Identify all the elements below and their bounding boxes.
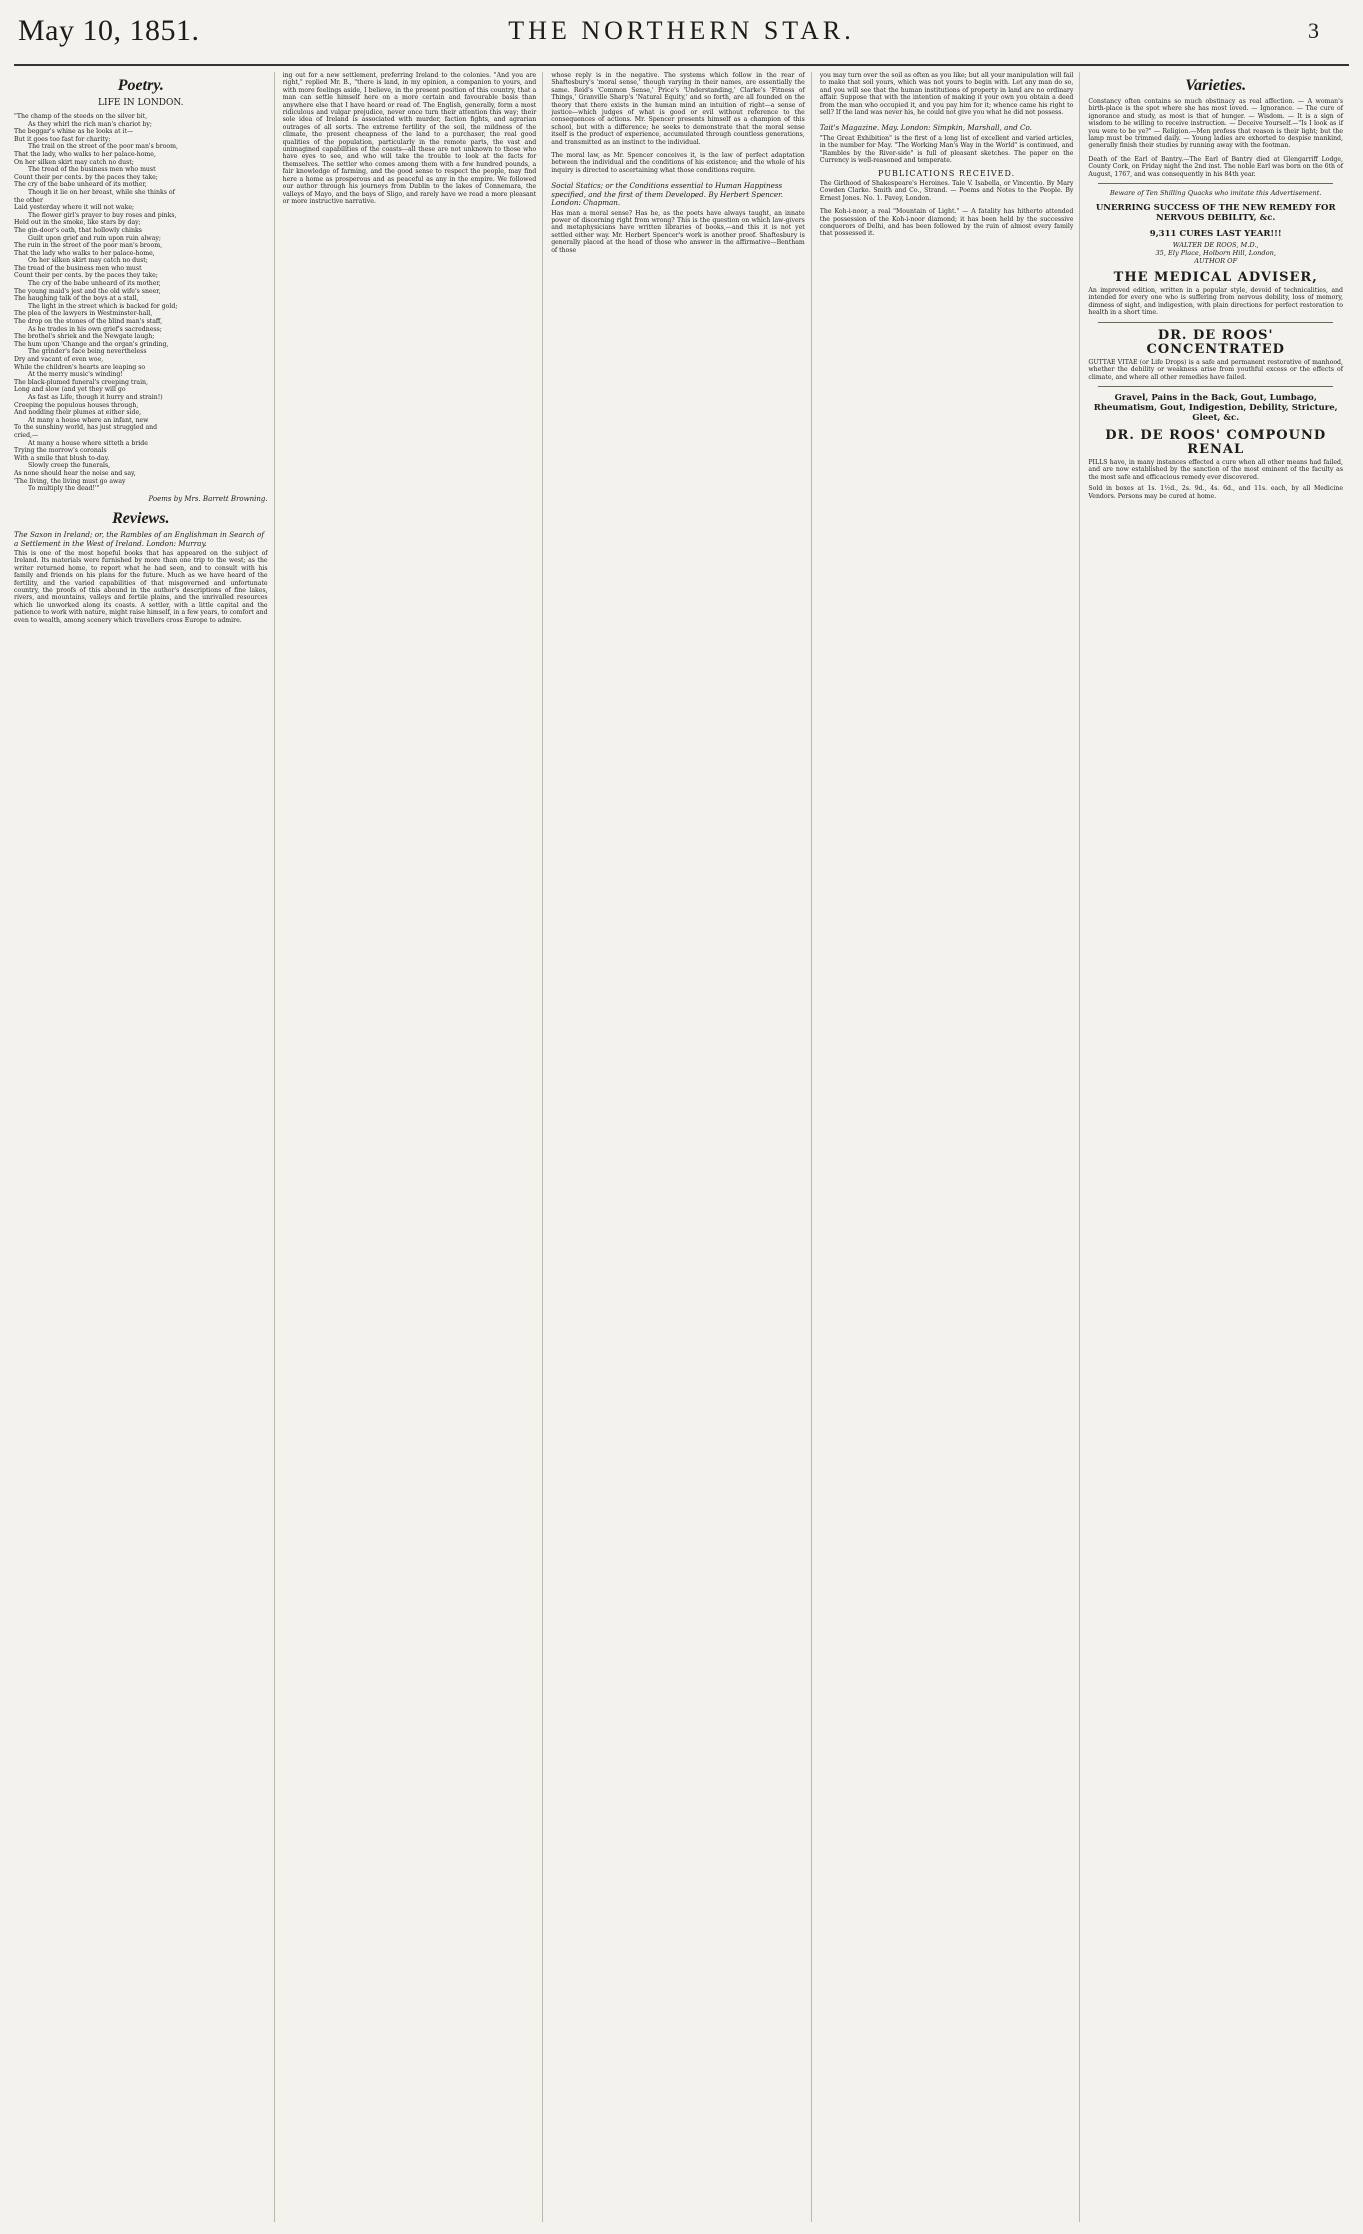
reviews-heading: Reviews. — [112, 510, 170, 528]
poem-line: While the children's hearts are leaping so — [14, 363, 146, 371]
ad-divider-2 — [1098, 322, 1333, 323]
poem-line: Trying the morrow's coronals — [14, 447, 107, 455]
ad3-text: PILLS have, in many instances effected a cure when all other means had failed, and are now established by the sanction of the most eminent of the faculty as the most safe and efficacious remedy ever discovered. — [1088, 458, 1343, 481]
column-2-text: ing out for a new settlement, preferring Ireland to the colonies. "And you are right," replied Mr. B., "there is land, in my opinion, a companion to yours, and with more feelings aside, I believe, in the present position of this country, that a man can settle himself here on a more certain and favourable basis than anywhere else that I have heard or read of. The English, generally, form a most ridiculous and vulgar prejudice, never once turn their attention this way; their sole idea of Ireland is associated with murder, faction fights, and agrarian outrages of all sorts. The extreme fertility of the soil, the mildness of the climate, the present cheapness of the land to a purchaser, the real good qualities of the population, particularly in the remote parts, the vast and unimagined capabilities of the coasts—all these are not unknown to those who have eyes to see, and who will take the trouble to look at the facts for themselves. The settler who comes among them with a few hundred pounds, a fair knowledge of farming, and the good sense to respect the people, may find here a home as prosperous and as peaceful as any in the empire. We followed our author through his journeys from Dublin to the lakes of Connemara, the valleys of Mayo, and the bays of Sligo, and rarely have we read a more pleasant or more instructive narrative. — [282, 72, 537, 205]
column-3-text-bottom: The moral law, as Mr. Spencer conceives it, is the law of perfect adaptation between the individual and the conditions of his existence; and the whole of his inquiry is directed to ascertaining what those conditions require. — [551, 152, 805, 174]
poem-title: LIFE IN LONDON. — [98, 98, 184, 108]
poem-line: The beggar's whine as he looks at it— — [14, 128, 134, 136]
column-2 — [283, 72, 544, 2222]
ad2-text: GUTTAE VITAE (or Life Drops) is a safe and permanent restorative of manhood, whether the debility or weakness arise from youthful excess or the effects of climate, and where all other remedies have failed. — [1088, 358, 1343, 381]
poem-line: The flower girl's prayer to buy roses and pinks, — [28, 211, 177, 219]
publications-heading: PUBLICATIONS RECEIVED. — [878, 169, 1016, 179]
poem-line: The gin-door's oath, that hollowly chinks — [14, 226, 142, 234]
poem-line: Creeping the populous houses through, — [14, 401, 139, 409]
magazine-text: "The Great Exhibition" is the first of a long list of excellent and varied articles, in the number for May. "The Working Man's Way in the World" is continued, and "Rambles by the River-side" is full of pleasant sketches. The paper on the Currency is well-reasoned and temperate. — [819, 134, 1074, 165]
varieties-heading: Varieties. — [1185, 77, 1247, 94]
poem-body — [14, 113, 268, 493]
poem-line: The black-plumed funeral's creeping train, — [14, 378, 149, 386]
poem-line: Guilt upon grief and ruin upon ruin alway; — [28, 234, 161, 242]
poem-line: As he trades in his own grief's sacredness; — [28, 325, 162, 333]
ad1-headline: UNERRING SUCCESS OF THE NEW REMEDY FOR NERVOUS DEBILITY, &c. — [1095, 203, 1336, 224]
column-3 — [551, 72, 812, 2222]
ad3-footer: Sold in boxes at 1s. 1½d., 2s. 9d., 4s. 6d., and 11s. each, by all Medicine Vendors. Persons may be cured at home. — [1088, 485, 1343, 500]
column-4 — [820, 72, 1081, 2222]
poem-line: Dry and vacant of even woe, — [14, 356, 104, 363]
poem-line: The tread of the business men who must — [14, 264, 142, 272]
issue-date: May 10, 1851. — [18, 14, 200, 47]
death-notice: Death of the Earl of Bantry.—The Earl of Bantry died at Glengarriff Lodge, County Cork, on Friday night the 2nd inst. The noble Earl was born on the 6th of August, 1767, and was consequently in his 84th year. — [1088, 155, 1343, 178]
poem-line: cried,— — [14, 431, 39, 439]
poem-line: But it goes too fast for charity; — [14, 135, 111, 143]
poem-line: "The champ of the steeds on the silver bit, — [14, 113, 148, 120]
poem-line: On her silken skirt may catch no dust; — [14, 158, 134, 166]
poem-line: The cry of the babe unheard of its mother, — [28, 280, 161, 288]
poem-line: At many a house where sitteth a bride — [28, 439, 148, 447]
ad1-book-title: THE MEDICAL ADVISER, — [1113, 270, 1318, 286]
column-3-text-top: whose reply is in the negative. The systems which follow in the rear of Shaftesbury's 'moral sense,' though varying in their names, are essentially the same. Reid's 'Common Sense,' Price's 'Understanding,' Clarke's 'Fitness of Things,' Granville Sharp's 'Natural Equity,' and so forth, are all founded on the theory that there exists in the human mind an intuition of right—a sense of justice—which judges of what is good or evil without reference to the consequences of actions. Mr. Spencer presents himself as a champion of this school, but with a difference; he seeks to demonstrate that the moral sense itself is the product of experience, accumulated through countless generations, and transmitted as an instinct to the individual. — [551, 72, 805, 146]
poem-line: That the lady, who walks to her palace-home, — [14, 150, 156, 158]
review-text: This is one of the most hopeful books that has appeared on the subject of Ireland. Its materials were furnished by more than one trip to the west; as the writer returned home, to report what he had seen, and to consult with his family and friends on his plans for the future. Much as we have heard of the fertility, and the varied capabilities of that misgoverned and unfortunate country, the proofs of this abound in the author's descriptions of fine lakes, rivers, and mountains, valleys and fertile plains, and the unrivalled resources which lie unworked along its coasts. A settler, with a little capital and the patience to work with nature, might raise himself, in a few years, to comfort and even to wealth, among scenery which travellers cross Europe to admire. — [14, 549, 268, 624]
poem-line: On her silken skirt may catch no dust; — [28, 257, 148, 265]
poem-line: The light in the street which is backed for gold; — [28, 302, 178, 310]
poem-line: At the merry music's winding! — [28, 371, 123, 379]
poem-line: Count their per cents. by the paces they take; — [14, 272, 158, 280]
columns — [14, 72, 1349, 2222]
poem-line: The grinder's face being nevertheless — [28, 348, 147, 356]
poem-line: The drop on the stones of the blind man's staff, — [14, 318, 163, 326]
magazine-heading: Tait's Magazine. May. London: Simpkin, Marshall, and Co. — [819, 123, 1032, 133]
poem-line: At many a house where an infant, new — [28, 416, 149, 424]
poem-line: The tread of the business men who must — [28, 166, 156, 174]
ad1-doctor-name: WALTER DE ROOS, M.D., — [1172, 241, 1259, 250]
anecdote-text: The Koh-i-noor, a real "Mountain of Light." — A fatality has hitherto attended the possession of the Koh-i-noor diamond; it has been held by the successive conquerors of Delhi, and has been followed by the ruin of almost every family that possessed it. — [819, 208, 1074, 238]
review-title-2: Social Statics; or the Conditions essential to Human Happiness specified, and the first of them Developed. By Herbert Spencer. London: Chapman. — [551, 181, 784, 208]
publications-text: The Girlhood of Shakespeare's Heroines. Tale V. Isabella, or Vincentio. By Mary Cowden Clarke. Smith and Co., Strand. — Poems and Notes to the People. By Ernest Jones. No. 1. Pavey, London. — [819, 179, 1074, 202]
poem-line: Though it lie on her breast, while she thinks of — [28, 188, 175, 196]
poem-line: Slowly creep the funerals, — [28, 462, 111, 470]
ad1-author-label: AUTHOR OF — [1194, 257, 1238, 266]
ad1-warning: Beware of Ten Shilling Quacks who imitate this Advertisement. — [1109, 189, 1322, 198]
poem-line: The plea of the lawyers in Westminster-hall, — [14, 310, 153, 318]
poem-line: To multiply the dead!'" — [28, 485, 100, 493]
poem-line: Count their per cents. by the paces they take; — [14, 173, 158, 181]
poem-line: The cry of the babe unheard of its mother, — [14, 181, 147, 189]
ad3-heading: Gravel, Pains in the Back, Gout, Lumbago, Rheumatism, Gout, Indigestion, Debility, Stricture, Gleet, &c. — [1093, 392, 1338, 423]
review-text-2: Has man a moral sense? Has he, as the poets have always taught, an innate power of discerning right from wrong? This is the question on which law-givers and metaphysicians have written libraries of books,—and this it is not yet settled either way. Mr. Herbert Spencer's work is another proof. Shaftesbury is generally placed at the head of those who answer in the affirmative—Bentham of those — [551, 209, 805, 254]
ad1-subheadline: 9,311 CURES LAST YEAR!!! — [1149, 229, 1282, 240]
varieties-text: Constancy often contains so much obstinacy as real affection. — A woman's birth-place is the spot where she has most loved. — Ignorance. — The cure of ignorance and study, as most is that of hunger. — Wisdom. — It is a sign of wisdom to be willing to receive instruction. — Deceive Yourself.—"Is I look as if you were to be ye?" — Religion.—Men profess that reason is their light; but the lamp must be trimmed daily. — Young ladies are exhorted to despise mankind, generally finish their studies by running away with the footman. — [1088, 98, 1343, 150]
poem-line: As they whirl the rich man's chariot by; — [28, 120, 153, 128]
ad3-title: DR. DE ROOS' COMPOUND RENAL — [1105, 427, 1327, 457]
review-title: The Saxon in Ireland; or, the Rambles of an Englishman in Search of a Settlement in the West of Ireland. London: Murray. — [14, 530, 265, 548]
poem-line: And nodding their plumes at either side, — [14, 409, 142, 417]
poem-line: the other — [14, 196, 43, 204]
masthead-rule — [14, 64, 1349, 66]
poem-line: The trail on the street of the poor man's broom, — [28, 143, 178, 151]
column-1 — [14, 72, 275, 2222]
ad-divider — [1098, 183, 1333, 184]
page-number: 3 — [1308, 18, 1319, 43]
masthead — [0, 0, 1363, 78]
poem-attribution: Poems by Mrs. Barrett Browning. — [148, 494, 268, 503]
ad-divider-3 — [1098, 386, 1333, 387]
poem-line: The ruin in the street of the poor man's broom, — [14, 242, 163, 250]
poetry-heading: Poetry. — [117, 77, 164, 94]
poem-line: As none should hear the noise and say, — [14, 469, 136, 477]
poem-line: As fast as Life, though it hurry and strain!) — [28, 393, 163, 401]
poem-line: That the lady who walks to her palace-home, — [14, 249, 155, 257]
ad1-address: 35, Ely Place, Holborn Hill, London, — [1155, 249, 1276, 258]
newspaper-title: THE NORTHERN STAR. — [508, 16, 855, 45]
poem-line: 'The living, the living must go away — [14, 477, 126, 485]
poem-line: Long and slow (and yet they will go — [14, 386, 126, 394]
poem-line: The brothel's shriek and the Newgate laugh; — [14, 333, 155, 341]
poem-line: Held out in the smoke, like stars by day; — [14, 219, 141, 227]
column-5 — [1088, 72, 1349, 2222]
poem-line: The hum upon 'Change and the organ's grinding, — [14, 340, 169, 348]
column-4-text-top: you may turn over the soil as often as you like; but all your manipulation will fail to make that soil yours, which was not yours to begin with. Let any man do so, and you will see that the human institutions of property in land are no ordinary affair. Suppose that with the intention of making it your own you obtain a deed from the man who occupied it, and you pay him for it; whence came his right to sell? If the land was never his, he could not give you what he did not possess. — [819, 72, 1074, 117]
ad1-text: An improved edition, written in a popular style, devoid of technicalities, and intended for every one who is suffering from nervous debility, loss of memory, dimness of sight, and indigestion, with plain directions for perfect restoration to health in a short time. — [1088, 287, 1343, 317]
ad2-title: DR. DE ROOS' CONCENTRATED — [1146, 327, 1285, 357]
poem-line: Laid yesterday where it will not wake; — [14, 204, 135, 212]
poem-line: With a smile that blush to-day. — [14, 454, 110, 462]
poem-line: The young maid's jest and the old wife's sneer, — [14, 287, 161, 295]
poem-line: The haughing talk of the boys at a stall, — [14, 295, 139, 303]
poem-line: To the sunshiny world, has just struggled and — [14, 424, 158, 432]
